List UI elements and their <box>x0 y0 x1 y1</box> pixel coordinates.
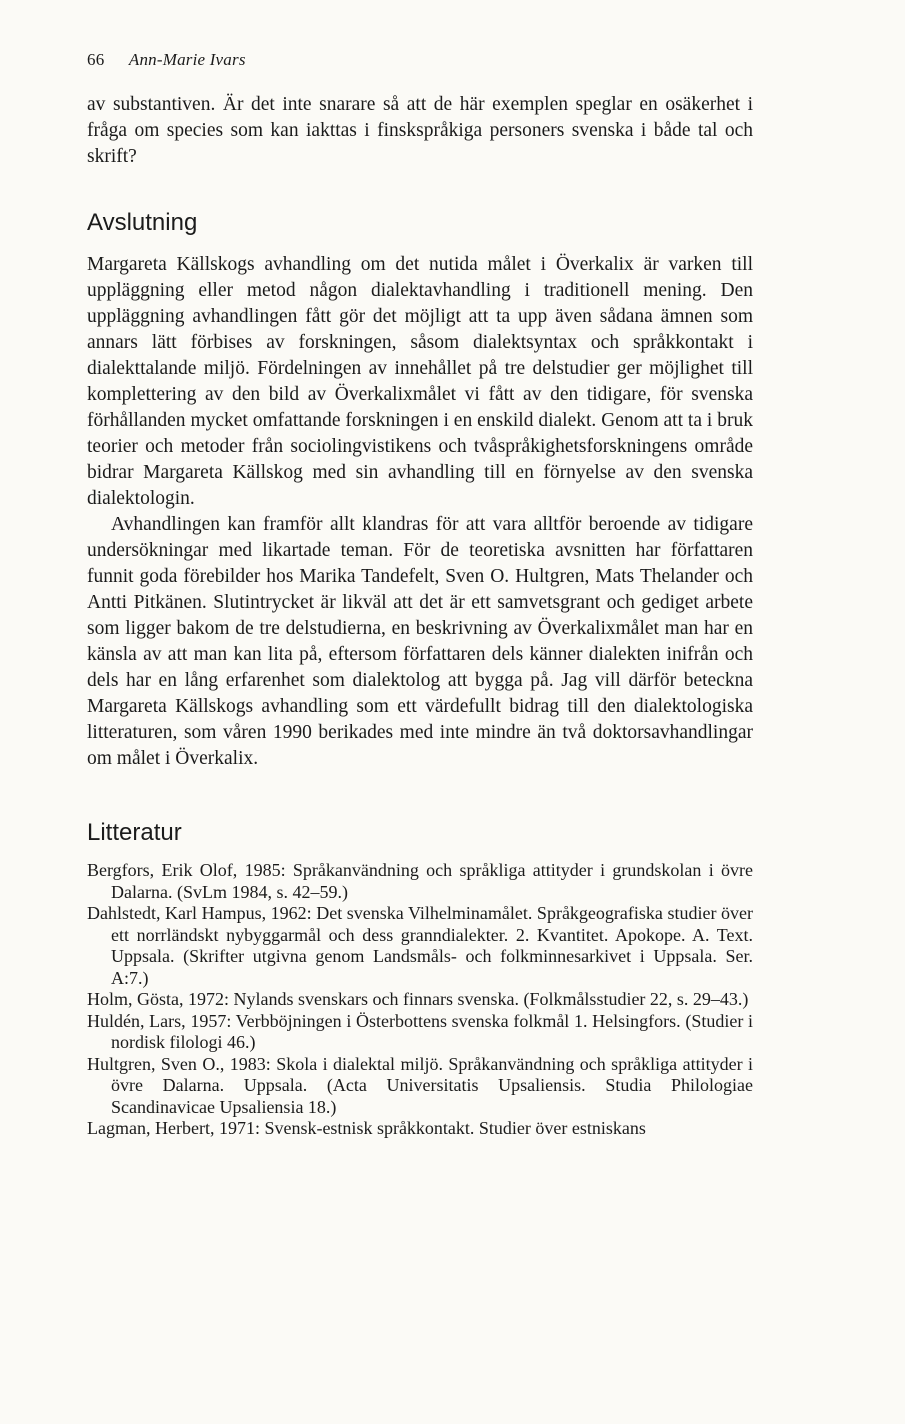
paragraph: Margareta Källskogs avhandling om det nutida målet i Överkalix är varken till uppläggning eller metod någon dialektavhandling i traditionell mening. Den uppläggning avhandlingen fått gör det möjligt att ta upp även sådana ämnen som annars lätt förbises av forskningen, såsom dialektsyntax och språkkontakt i dialekttalande miljö. Fördelningen av innehållet på tre delstudier ger möjlighet till komplettering av den bild av Överkalixmålet vi fått av den tidigare, för svenska förhållanden mycket omfattande forskningen i en enskild dialekt. Genom att ta i bruk teorier och metoder från sociolingvistikens och tvåspråkighetsforskningens område bidrar Margareta Källskog med sin avhandling till en förnyelse av den svenska dialektologin. <box>87 254 753 509</box>
page-number: 66 <box>87 50 105 69</box>
section-heading-litteratur: Litteratur <box>87 819 182 846</box>
reference-item: Bergfors, Erik Olof, 1985: Språkanvändning och språkliga attityder i grundskolan i övre Dalarna. (SvLm 1984, s. 42–59.) <box>87 860 753 902</box>
reference-list <box>87 860 753 1140</box>
paragraph: Avhandlingen kan framför allt klandras för att vara alltför beroende av tidigare undersökningar med likartade teman. För de teoretiska avsnitten har författaren funnit goda förebilder hos Marika Tandefelt, Sven O. Hultgren, Mats Thelander och Antti Pitkänen. Slutintrycket är likväl att det är ett samvetsgrant och gediget arbete som ligger bakom de tre delstudierna, en beskrivning av Överkalixmålet man har en känsla av att man kan lita på, eftersom författaren dels känner dialekten inifrån och dels har en lång erfarenhet som dialektolog att bygga på. Jag vill därför beteckna Margareta Källskogs avhandling som ett värdefullt bidrag till den dialektologiska litteraturen, som våren 1990 berikades med inte mindre än två doktorsavhandlingar om målet i Överkalix. <box>87 514 753 769</box>
reference-item: Hultgren, Sven O., 1983: Skola i dialektal miljö. Språkanvändning och språkliga attityder i övre Dalarna. Uppsala. (Acta Universitatis Upsaliensis. Studia Philologiae Scandinavicae Upsaliensia 18.) <box>87 1053 753 1117</box>
body-text <box>87 92 753 1140</box>
reference-item: Huldén, Lars, 1957: Verbböjningen i Österbottens svenska folkmål 1. Helsingfors. (Studier i nordisk filologi 46.) <box>87 1010 753 1052</box>
section-heading-avslutning: Avslutning <box>87 209 198 236</box>
reference-item: Holm, Gösta, 1972: Nylands svenskars och finnars svenska. (Folkmålsstudier 22, s. 29–43.) <box>87 989 749 1009</box>
reference-item: Dahlstedt, Karl Hampus, 1962: Det svenska Vilhelminamålet. Språkgeografiska studier över ett norrländskt nybyggarmål och dess granndialekter. 2. Kvantitet. Apokope. A. Text. Uppsala. (Skrifter utgivna genom Landsmåls- och folkminnesarkivet i Uppsala. Ser. A:7.) <box>87 903 753 988</box>
running-head <box>87 50 246 70</box>
running-head-author: Ann-Marie Ivars <box>128 50 246 69</box>
reference-item: Lagman, Herbert, 1971: Svensk-estnisk språkkontakt. Studier över estniskans <box>87 1118 646 1138</box>
intro-paragraph: av substantiven. Är det inte snarare så att de här exemplen speglar en osäkerhet i fråga om species som kan iakttas i finskspråkiga personers svenska i både tal och skrift? <box>87 94 753 167</box>
